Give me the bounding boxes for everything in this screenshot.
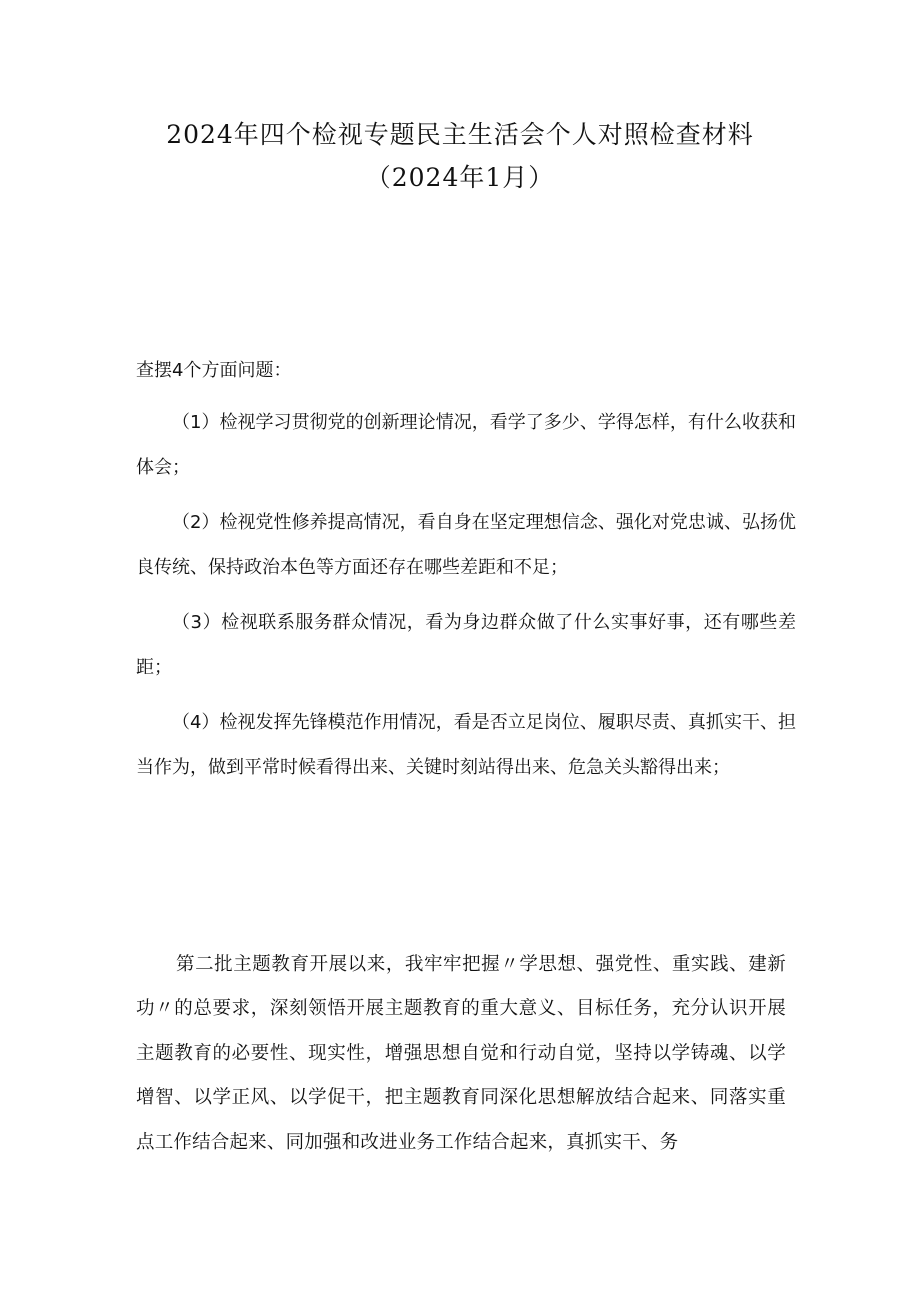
- document-date: （2024年1月）: [365, 163, 555, 192]
- problem-item-1: （1）检视学习贯彻党的创新理论情况，看学了多少、学得怎样，有什么收获和体会；: [136, 412, 796, 478]
- problem-item-3: （3）检视联系服务群众情况，看为身边群众做了什么实事好事，还有哪些差距；: [136, 612, 796, 678]
- document-title: 2024年四个检视专题民主生活会个人对照检查材料: [166, 120, 754, 149]
- problems-intro: 查摆4个方面问题：: [136, 360, 292, 381]
- problem-item-2: （2）检视党性修养提高情况，看自身在坚定理想信念、强化对党忠诚、弘扬优良传统、保持政治本色等方面还存在哪些差距和不足；: [136, 512, 796, 578]
- problem-item-4: （4）检视发挥先锋模范作用情况，看是否立足岗位、履职尽责、真抓实干、担当作为，做到平常时候看得出来、关键时刻站得出来、危急关头豁得出来；: [136, 712, 796, 778]
- body-paragraph: 第二批主题教育开展以来，我牢牢把握〃学思想、强党性、重实践、建新功〃的总要求，深刻领悟开展主题教育的重大意义、目标任务，充分认识开展主题教育的必要性、现实性，增强思想自觉和行动自觉，坚持以学铸魂、以学增智、以学正风、以学促干，把主题教育同深化思想解放结合起来、同落实重点工作结合起来、同加强和改进业务工作结合起来，真抓实干、务: [136, 953, 786, 1153]
- problem-list: [136, 400, 796, 800]
